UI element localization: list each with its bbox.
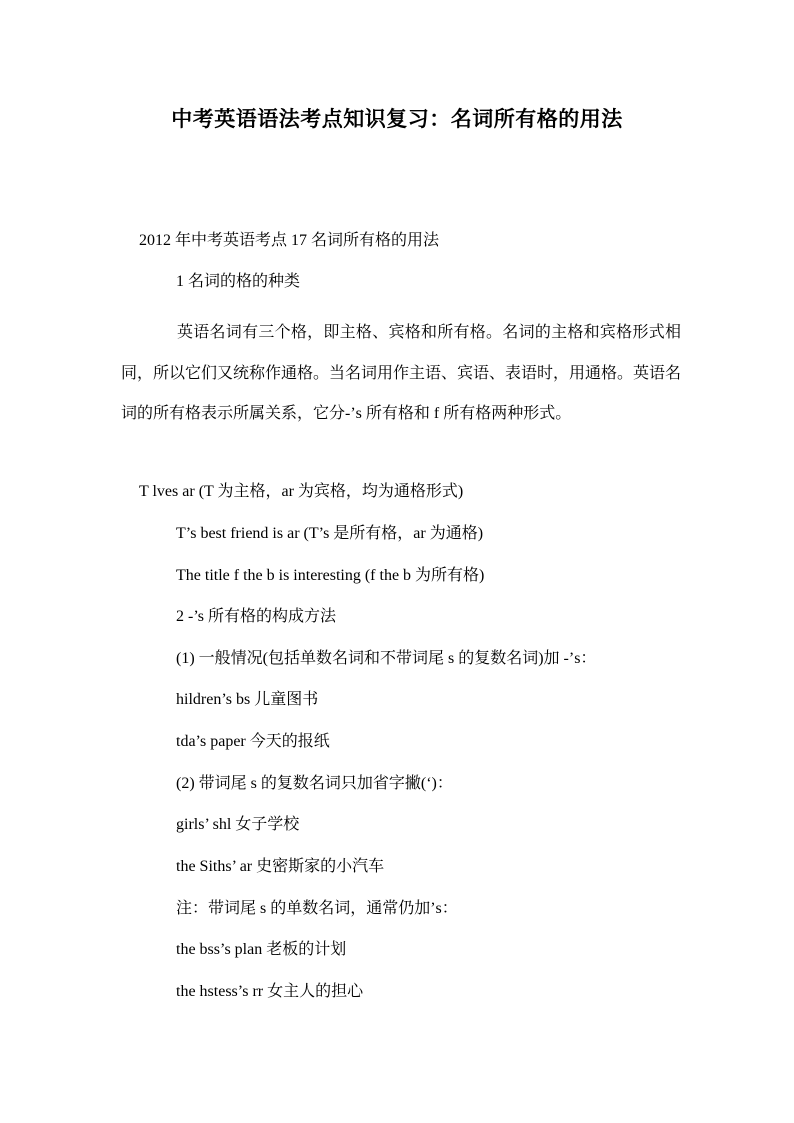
section1-heading: 1 名词的格的种类 — [176, 273, 301, 290]
subtitle: 2012 年中考英语考点 17 名词所有格的用法 — [139, 232, 440, 249]
example-line: T’s best friend is ar (T’s 是所有格，ar 为通格) — [176, 525, 484, 542]
rule-1-example: tda’s paper 今天的报纸 — [176, 733, 330, 750]
document-title: 中考英语语法考点知识复习：名词所有格的用法 — [171, 107, 623, 131]
example-line: The title f the b is interesting (f the b 为所有格) — [176, 567, 485, 584]
rule-1: (1) 一般情况(包括单数名词和不带词尾 s 的复数名词)加 -’s： — [176, 650, 597, 667]
rule-2-example: girls’ shl 女子学校 — [176, 816, 300, 833]
rule-2: (2) 带词尾 s 的复数名词只加省字撇(‘)： — [176, 775, 453, 792]
rule-2-example: the Siths’ ar 史密斯家的小汽车 — [176, 858, 385, 875]
note-example: the hstess’s rr 女主人的担心 — [176, 983, 364, 1000]
section2-heading: 2 -’s 所有格的构成方法 — [176, 608, 337, 625]
rule-1-example: hildren’s bs 儿童图书 — [176, 691, 319, 708]
note: 注：带词尾 s 的单数名词，通常仍加’s： — [176, 900, 458, 917]
section1-paragraph: 英语名词有三个格，即主格、宾格和所有格。名词的主格和宾格形式相同，所以它们又统称作通格。当名词用作主语、宾语、表语时，用通格。英语名词的所有格表示所属关系，它分-’s 所有格和 f 所有格两种形式。 — [121, 324, 682, 422]
note-example: the bss’s plan 老板的计划 — [176, 941, 347, 958]
example-line: T lves ar (T 为主格，ar 为宾格，均为通格形式) — [139, 483, 464, 500]
